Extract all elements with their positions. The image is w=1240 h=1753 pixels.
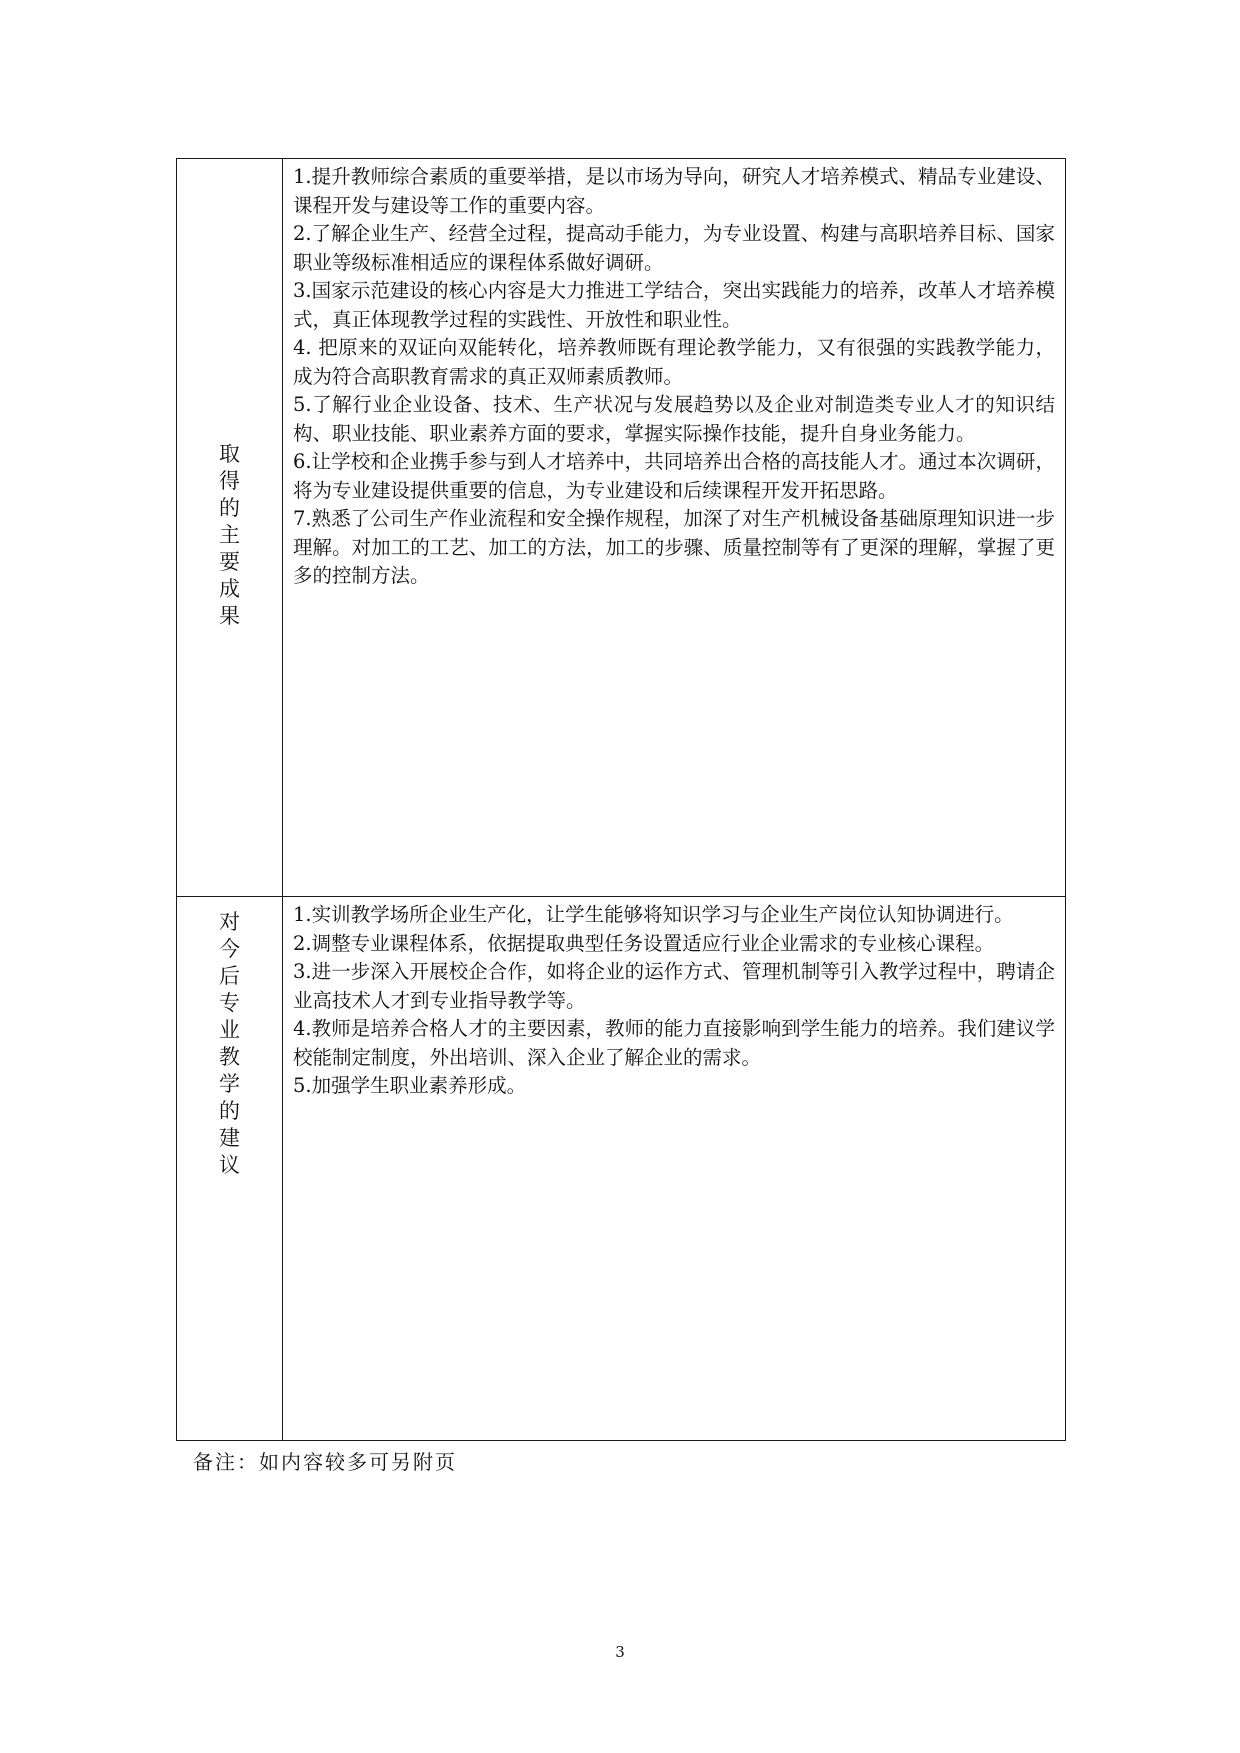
- achievements-content: [283, 159, 1065, 896]
- footnote: 备注：如内容较多可另附页: [193, 1450, 457, 1474]
- table-row-achievements: [177, 159, 1065, 897]
- list-item: 6.让学校和企业携手参与到人才培养中，共同培养出合格的高技能人才。通过本次调研，将为专业建设提供重要的信息，为专业建设和后续课程开发开拓思路。: [293, 450, 1055, 502]
- page-number: 3: [615, 1643, 625, 1661]
- table-row-suggestions: [177, 897, 1065, 1440]
- list-item: 5.了解行业企业设备、技术、生产状况与发展趋势以及企业对制造类专业人才的知识结构、职业技能、职业素养方面的要求，掌握实际操作技能，提升自身业务能力。: [293, 393, 1055, 445]
- list-item: 3.进一步深入开展校企合作，如将企业的运作方式、管理机制等引入教学过程中，聘请企业高技术人才到专业指导教学等。: [293, 960, 1055, 1012]
- list-item: 5.加强学生职业素养形成。: [293, 1074, 527, 1097]
- list-item: 1.提升教师综合素质的重要举措，是以市场为导向，研究人才培养模式、精品专业建设、课程开发与建设等工作的重要内容。: [293, 165, 1055, 217]
- report-table: [176, 158, 1066, 1441]
- list-item: 2.调整专业课程体系，依据提取典型任务设置适应行业企业需求的专业核心课程。: [293, 931, 995, 955]
- suggestions-content: [283, 897, 1065, 1440]
- list-item: 4. 把原来的双证向双能转化，培养教师既有理论教学能力，又有很强的实践教学能力，成为符合高职教育需求的真正双师素质教师。: [293, 336, 1055, 388]
- row-label-cell: [177, 897, 283, 1440]
- row-label-suggestions: 对今后专业教学的建议: [219, 910, 240, 1177]
- list-item: 4.教师是培养合格人才的主要因素，教师的能力直接影响到学生能力的培养。我们建议学校能制定制度，外出培训、深入企业了解企业的需求。: [293, 1017, 1055, 1069]
- row-label-cell: [177, 159, 283, 896]
- list-item: 2.了解企业生产、经营全过程，提高动手能力，为专业设置、构建与高职培养目标、国家职业等级标准相适应的课程体系做好调研。: [293, 222, 1055, 274]
- list-item: 7.熟悉了公司生产作业流程和安全操作规程，加深了对生产机械设备基础原理知识进一步理解。对加工的工艺、加工的方法，加工的步骤、质量控制等有了更深的理解，掌握了更多的控制方法。: [293, 507, 1055, 587]
- list-item: 1.实训教学场所企业生产化，让学生能够将知识学习与企业生产岗位认知协调进行。: [293, 903, 1014, 926]
- list-item: 3.国家示范建设的核心内容是大力推进工学结合，突出实践能力的培养，改革人才培养模式，真正体现教学过程的实践性、开放性和职业性。: [293, 279, 1055, 331]
- row-label-achievements: 取得的主要成果: [219, 442, 240, 628]
